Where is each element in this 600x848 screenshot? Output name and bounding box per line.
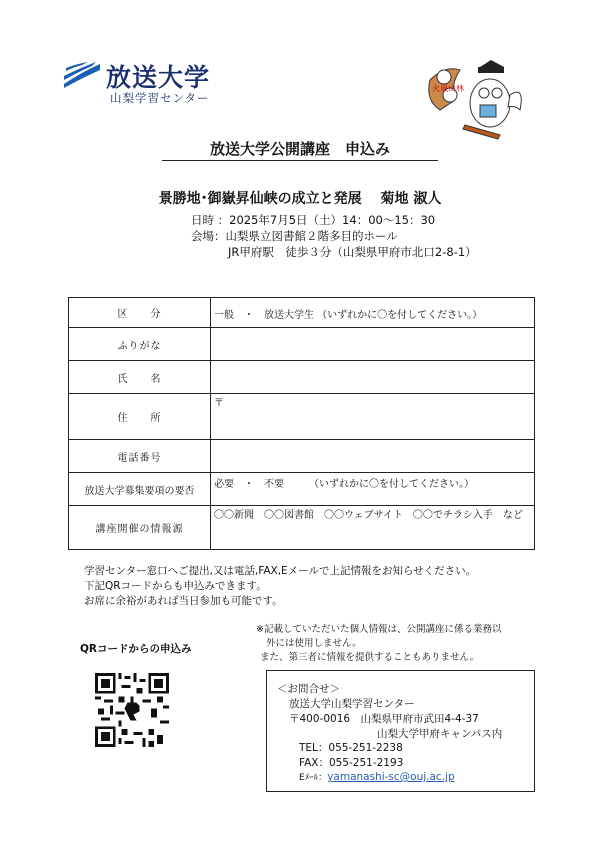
logo-subtitle: 山梨学習センター (110, 91, 210, 105)
qr-code-icon[interactable] (95, 673, 169, 747)
row-label: 区 分 (69, 298, 211, 328)
contact-heading: ＜お問合せ＞ (277, 683, 340, 695)
page-title: 放送大学公開講座 申込み (209, 140, 390, 158)
event-venue: 会場：山梨県立図書館２階多目的ホール (191, 229, 398, 243)
email-link[interactable]: yamanashi-sc@ouj.ac.jp (327, 771, 455, 783)
email-label: Eﾒｰﾙ： (299, 773, 328, 783)
form-row (69, 298, 535, 328)
category-field[interactable]: 一般 ・ 放送大学生 （いずれかに〇を付してください。） (211, 298, 535, 328)
form-row (69, 361, 535, 394)
note-line: お席に余裕があれば当日参加も可能です。 (84, 595, 283, 607)
phone-field[interactable] (211, 440, 535, 473)
address-field[interactable]: 〒 (211, 394, 535, 440)
mascot-text: 火風山林 (432, 84, 464, 93)
contact-tel: TEL：055-251-2238 (299, 742, 403, 754)
row-label: 講座開催の情報源 (69, 506, 211, 550)
name-field[interactable] (211, 361, 535, 394)
contact-box (266, 670, 535, 792)
form-row (69, 473, 535, 506)
contact-email-row (299, 770, 455, 783)
privacy-note: また、第三者に情報を提供することもありません。 (260, 652, 480, 663)
form-row (69, 440, 535, 473)
contact-address-campus: 山梨大学甲府キャンパス内 (377, 728, 503, 740)
form-row (69, 328, 535, 361)
privacy-note: 外には使用しません。 (266, 638, 362, 649)
info-source-field[interactable]: 〇〇新聞 〇〇図書館 〇〇ウェブサイト 〇〇でチラシ入手 など (211, 506, 535, 550)
contact-org: 放送大学山梨学習センター (289, 698, 415, 710)
event-date: 日時 ：2025年7月5日（土）14：00～15：30 (191, 213, 436, 227)
note-line: 下記QRコードからも申込みできます。 (84, 580, 267, 592)
qr-label: QRコードからの申込み (80, 643, 192, 655)
row-label: 住 所 (69, 394, 211, 440)
contact-fax: FAX：055-251-2193 (299, 757, 404, 769)
lecture-title: 景勝地･御嶽昇仙峡の成立と発展 菊地 淑人 (158, 191, 442, 207)
brochure-field[interactable]: 必要 ・ 不要 （いずれかに〇を付してください。） (211, 473, 535, 506)
university-logo-icon (62, 62, 102, 90)
form-row (69, 394, 535, 440)
form-row (69, 506, 535, 550)
logo-title: 放送大学 (106, 63, 211, 92)
title-underline (162, 160, 438, 161)
row-label: 電話番号 (69, 440, 211, 473)
event-access: JR甲府駅 徒歩３分（山梨県甲府市北口2-8-1） (228, 245, 477, 259)
row-label: ふりがな (69, 328, 211, 361)
owl-mascot-icon (420, 55, 530, 145)
privacy-note: ※記載していただいた個人情報は、公開講座に係る業務以 (256, 624, 502, 635)
row-label: 放送大学募集要項の要否 (69, 473, 211, 506)
contact-address: 〒400-0016 山梨県甲府市武田4-4-37 (289, 713, 479, 725)
row-label: 氏 名 (69, 361, 211, 394)
application-form-table (68, 297, 535, 550)
note-line: 学習センター窓口へご提出,又は電話,FAX,Eメールで上記情報をお知らせください。 (84, 565, 477, 577)
furigana-field[interactable] (211, 328, 535, 361)
